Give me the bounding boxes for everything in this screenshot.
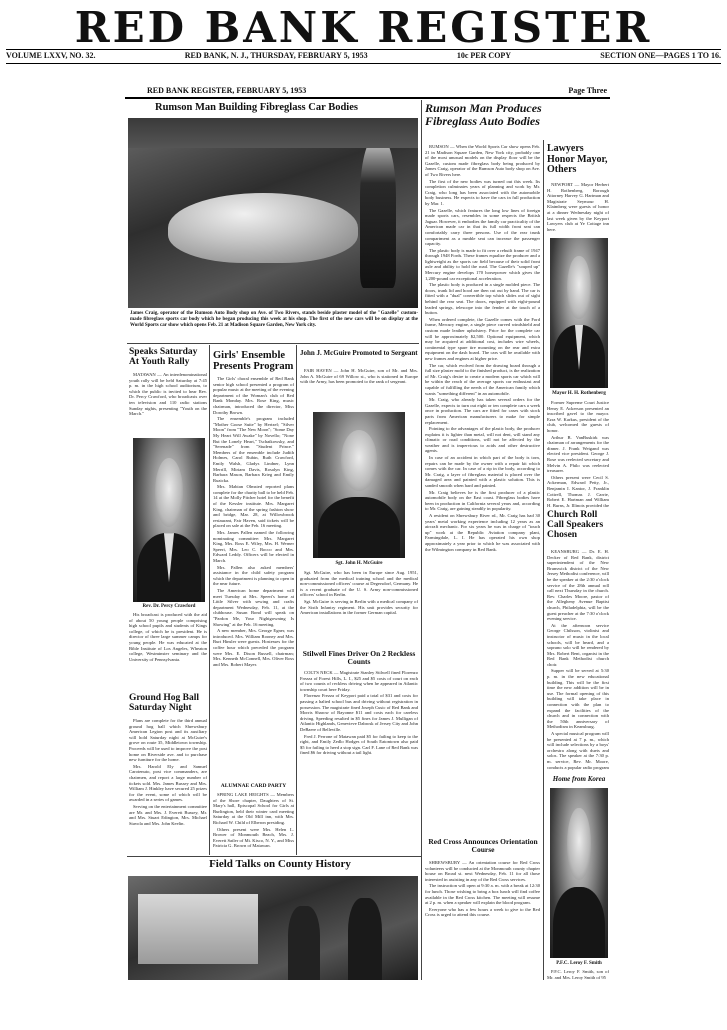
girls-paragraph: Mrs. Pallen also asked members' assistance in the child safety program which the department is planning to open in the near future. bbox=[213, 564, 294, 587]
newspaper-title: RED BANK REGISTER bbox=[74, 3, 653, 52]
redcross-paragraph: The instruction will open at 9:30 a. m. with a break at 12:30 for lunch. Those wishing to bring a box lunch will find coffee available in the Red Cross kitchen. The meeting will resume at 2 p. m. when a speaker will explain the blood program. bbox=[425, 883, 540, 906]
mcguire-paragraph: Sgt. McGuire is serving in Berlin with a medical company of the Sixth Infantry regiment. His unit provides security for American installations in the former German capital. bbox=[300, 598, 418, 616]
standing-man-shape bbox=[360, 138, 396, 288]
portrait-face bbox=[341, 430, 378, 491]
mayor-portrait-photo bbox=[550, 238, 608, 388]
church-article bbox=[547, 549, 609, 771]
produces-paragraph: The plastic body is made to fit over a rebuilt frame of 1947 through 1948 Fords. These frames equalize the producer and a lightweight as the sports car field because of their solid front axle and ability to hold the road. The Gazelle's "souped up" Mercury engine develops 170 horsepower which gives the 1,200-pound car exceptional acceleration. bbox=[425, 247, 540, 281]
produces-paragraph: Pointing to the advantages of the plastic body, the producer explains it is lighter than metal, will not dent, will stand any climatic or road conditions, will not be affected by the weather and is impervious to acids and other destructive agents. bbox=[425, 426, 540, 454]
stilwell-paragraph: COLT'S NECK — Magistrate Stanley Stilwell fined Florenzo Frezza of Forest Hills, L. I., $25 and $5 costs of court on each of two counts of reckless driving when he appeared in Atlantic township court here Friday. bbox=[300, 670, 418, 692]
alumnae-article bbox=[213, 792, 294, 854]
girls-paragraph: Mrs. James Pallen named the following nominating committee: Mrs. Margaret King, Mrs. Ross E. Wiley, Mrs. H. Werner Speeri, Mrs. Leo C. Bocco and Mrs. Edward Leddy. Officers will be elected in March. bbox=[213, 530, 294, 563]
redcross-headline: Red Cross Announces Orientation Course bbox=[428, 837, 538, 854]
redcross-paragraph: Everyone who has a few hours a week to give to the Red Cross is urged to attend this course. bbox=[425, 906, 540, 918]
produces-paragraph: The first of the new bodies was turned out this week. Its completion culminates years of planning and work by Mr. Craig, who long has been associated with the automobile body business. He expects to have the cars in full production by Mar. 1. bbox=[425, 178, 540, 206]
section-info: SECTION ONE—PAGES 1 TO 16. bbox=[600, 51, 721, 60]
church-paragraph: A special musical program will be presented at 7 p. m., which will include selections by a boys' orchestra along with duets and solos. The speaker at the 7:30 p. m. service, Rev. Mr. Moore, conducts a popular radio program bbox=[547, 731, 609, 770]
church-paragraph: At the afternoon service George Chilsson, violinist and instructor of music in the local schools, will be heard, and a soprano solo will be rendered by Mrs. Robert Bent, organist in the Red Bank Methodist church choir. bbox=[547, 622, 609, 667]
field-group-photo bbox=[128, 876, 418, 980]
lawyers-paragraph: Arthur B. VanBuskirk was chairman of arrangements for the dinner. J. Frank Weigand was elected vice president. George J. Rose was reelected secretary and Melvin A. Philo was reelected treasurer. bbox=[547, 434, 609, 474]
person-shape bbox=[288, 906, 320, 980]
produces-paragraph: A resident on Shrewsbury River rd., Mr. Craig has had 30 years' metal working experience including 12 years as an aircraft mechanic. For six years he was in charge of "touch up" work at the Republic Aviation company plant, Farmingdale, L. I. He has operated his own shop approximately a year prior to which he was associated with the Wilmington company in Red Bank. bbox=[425, 513, 540, 552]
mcguire-paragraph: FAIR HAVEN — John H. McGuire, son of Mr. and Mrs. John A. McGuire of 69 Willow st., who is stationed in Europe with the Army, has been promoted to the rank of sergeant. bbox=[300, 368, 418, 385]
korea-headline: Home from Korea bbox=[552, 775, 606, 783]
church-headline: Church Roll Call Speakers Chosen bbox=[547, 510, 604, 540]
produces-article bbox=[425, 144, 540, 834]
groundhog-headline: Ground Hog Ball Saturday Night bbox=[129, 693, 200, 713]
redcross-paragraph: SHREWSBURY — An orientation course for Red Cross volunteers will be conducted at the Monmouth county chapter house on Broad st. next Wednesday, Feb. 11 for all those interested in assisting in any of the Red Cross services. bbox=[425, 860, 540, 882]
girls-paragraph: Mrs. Mabian Olmsted reported plans complete for the charity ball to be held Feb. 14 at the Molly Pitcher hotel for the benefit of the Kessler institute. Mrs. Margaret King, chairman of the spring fashion show and bridge, Mar. 28, at Willowbrook restaurant, Fair Haven, said tickets will be placed on sale at the Feb. 16 meeting. bbox=[213, 484, 294, 529]
girls-paragraph: The ensemble's program included "Mother Goose Suite" by Hertzel; "Silver Moon" from "The New Moon"; "Some Day My Heart Will Awake" by Novello; "None But the Lonely Heart," Tschaikowsky, and "Serenade" from "Student Prince." Members of the ensemble include Judith Holmes, Carol Rubin, Ruth Crawford, Emily Walsh, Gladys Lindner, Lynn Merrill, Miriam Davis, Rosalyn King, Barbara Mason, Barbara Krieg and Emily Ruzicka. bbox=[213, 416, 294, 483]
lawyers-paragraph: NEWPORT — Mayor Herbert H. Rothenberg, Borough Attorney Harvey G. Hartman and Magistrate Seymour H. Klaimberg were guests of honor at a dinner Wednesday night of last week given by the Keyport Lawyers club at Ye Cottage inn here. bbox=[547, 182, 609, 232]
lawyers-article bbox=[547, 182, 609, 234]
produces-paragraph: Mr. Craig believes he is the first producer of a plastic automobile body on the East coast. Fibreglass bodies have been in production in California several years and, according to Mr. Craig, are gaining steadily in popularity. bbox=[425, 489, 540, 512]
mayor-caption: Mayor H. H. Rothenberg bbox=[552, 391, 606, 396]
smith-portrait-photo bbox=[550, 788, 608, 958]
groundhog-paragraph: Serving on the entertainment committee are Mr. and Mrs. J. Everett Bussey, Mr. and Mrs. Stuart Edington, Mrs. Michael Stavola and Mrs. John Keelin. bbox=[129, 803, 207, 826]
volume-number: VOLUME LXXV, NO. 32. bbox=[6, 51, 96, 60]
fibreglass-caption: James Craig, operator of the Rumson Auto Body shop on Ave. of Two Rivers, stands beside plaster model of the "Gazelle" custom-made fibreglass sports car body which he began producing this week at his shop. The first of the new cars will be on display at the World Sports car show which opens Feb. 21 at Madison Square Garden, New York city. bbox=[130, 311, 418, 328]
produces-paragraph: When ordered complete, the Gazelle comes with the Ford frame, Mercury engine, a single piece curved windshield and custom made leather upholstery. Price for the complete car will be approximately $2,500. Optional equipment, which may be acquired at additional cost, includes wire wheels, continental type spare tire mounting on the rear and extra equipment on the dash board. The cars will be available with new frames and engines at higher price. bbox=[425, 316, 540, 361]
lawyers-paragraph: Former Supreme Court Justice Henry E. Ackerson presented an inscribed gavel to the mayor. Ezra W. Karkus, president of the club, welcomed the guests of honor. bbox=[547, 400, 609, 433]
church-paragraph: KEANSBURG — Dr. E. H. Decker of Red Bank, district superintendent of the New Brunswick district of the New Jersey Methodist conference, will be the speaker at the 2:30 o'clock service of the 28th annual roll call next Thursday in the church. Rev. Charles Moore, pastor of the Allegheny Avenue Baptist church, Philadelphia, will be the guest preacher at the 7:30 o'clock evening service. bbox=[547, 549, 609, 622]
alumnae-headline: ALUMNAE CARD PARTY bbox=[220, 783, 287, 789]
field-banner: Field Talks on County History bbox=[209, 858, 351, 870]
church-paragraph: Supper will be served at 5:30 p. m. in the new educational building. This will be the first time the new addition will be in use. The formal opening of this building will take place in connection with the plan to expand the facilities of the church and in connection with the 50th anniversary of Methodism in Keansburg. bbox=[547, 668, 609, 730]
stilwell-paragraph: Florenzo Frezza of Keyport paid a total of $31 and costs for passing a halted school bus and driving without registration in possession. The magistrate fined Joseph Cusic of Red Bank and Morris Sharow of Bayonne $11 and costs each for careless driving. Speeding resulted in $5 fines for James J. Mulligan of Atlantic Highlands, Genevieve Dabrosk of Jersey City and John DeBaere of Belleville. bbox=[300, 693, 418, 732]
speaks-article-continued bbox=[129, 612, 207, 690]
lawyers-headline: Lawyers Honor Mayor, Others bbox=[547, 143, 608, 175]
portrait-uniform bbox=[553, 887, 605, 958]
portrait-face bbox=[155, 458, 184, 527]
column-rule-4 bbox=[543, 140, 544, 980]
stilwell-paragraph: Fred J. Perrone of Matawan paid $5 for failing to keep to the right, and Emily Zedlo Hodges of South Eatontown also paid $5 for failing to heed a stop sign. Carl F. Lane of Red Bank was fined $6 for driving without a tail light. bbox=[300, 733, 418, 756]
alumnae-paragraph: Others present were Mrs. Helen L. Brower of Monmouth Beach, Mrs. J. Everett Sailer of Mt. Kisco, N. Y., and Miss Patricia G. Brown of Matawan. bbox=[213, 826, 294, 849]
produces-paragraph: Mr. Craig, who already has taken several orders for the Gazelle, expects to turn out eight or ten complete cars a week once in production. The cars are fitted for cases with stock parts from American manufacturers to make for simple replacement. bbox=[425, 397, 540, 425]
stilwell-headline: Stilwell Fines Driver On 2 Reckless Counts bbox=[302, 649, 416, 666]
column-rule-3 bbox=[421, 100, 422, 980]
car-body-photo bbox=[128, 118, 418, 308]
stilwell-article bbox=[300, 670, 418, 854]
mcguire-paragraph: Sgt. McGuire, who has been in Europe since Aug. 1951, graduated from the medical training school and the medical non-commissioned officers' course at Degersdorf, Germany. He is a recent graduate of the U. S. Army non-commissioned officers' school in Berlin. bbox=[300, 570, 418, 598]
girls-paragraph: A new member, Mrs. George Egner, was introduced. Mrs. William Rooney and Mrs. Burt Hinsler were guests. Hostesses for the coffee hour which preceded the program were Mrs. E. Dixon Russell, chairman; Mrs. Kenneth McConnell, Mrs. Oliver Ross and Mrs. Robert Mayer. bbox=[213, 628, 294, 667]
mcguire-portrait-photo bbox=[313, 412, 405, 558]
girls-paragraph: The American home department will meet Tuesday at Mrs. Speeri's home at Little Silver with sewing and crafts department Wednesday, Feb. 11, at the clubhouse. Susan Bond will speak on "Pardon Me, Your Nightgowning Is Showing" at the Feb. 16 meeting. bbox=[213, 587, 294, 627]
speaks-paragraph: MATAWAN — An interdenominational youth rally will be held Saturday at 7:45 p. m. in the high school auditorium, to which the public is invited to hear Rev. Dr. Percy Crawford, who broadcasts over ten television and 110 radio stations Sunday nights, presenting "Youth on the March." bbox=[129, 372, 207, 417]
page-header-rule bbox=[125, 97, 610, 99]
crawford-portrait-photo bbox=[133, 438, 205, 602]
lawyers-article-continued bbox=[547, 400, 609, 508]
smith-caption: P.F.C. Leroy F. Smith bbox=[556, 961, 602, 966]
produces-paragraph: RUMSON — When the World Sports Car show opens Feb. 21 in Madison Square Garden, New York city, probably one of the most unusual models on the display floor will be the Gazelle, custom made fibreglass body being produced by James Craig, operator of the Rumson Auto body shop on Ave. of Two Rivers here. bbox=[425, 144, 540, 177]
girls-article bbox=[213, 376, 294, 781]
crawford-caption: Rev. Dr. Percy Crawford bbox=[142, 604, 196, 609]
alumnae-paragraph: SPRING LAKE HEIGHTS — Members of the Shore chapter, Daughters of St. Mary's hall, Episcopal School for Girls at Burlington, held their winter card meeting Saturday at the Old Mill inn, with Mrs. Richard W. Child of Elberon presiding. bbox=[213, 792, 294, 825]
produces-paragraph: The car, which evolved from the drawing board through a full size plaster mold to the finished product, is the realization of Mr. Craig's desire to create a modern sports car which will be within the reach of the average sports car enthusiast and capable of fulfilling the needs of the American family which wants "something different" in an automobile. bbox=[425, 362, 540, 396]
price: 10c PER COPY bbox=[456, 51, 512, 60]
groundhog-paragraph: Mrs. Harold Ely and Samuel Carotenuto, post vice commanders, are chairmen, and report a large number of tickets sold. Mrs. James Bussey and Mrs. William J. Hinkley have secured 25 prizes for the event, some of which will be awarded in a series of games. bbox=[129, 763, 207, 803]
dateline bbox=[6, 51, 721, 63]
column-rule-2 bbox=[296, 345, 297, 855]
portrait-face bbox=[567, 808, 590, 879]
rule-under-caption bbox=[127, 343, 419, 344]
page-header-left: RED BANK REGISTER, FEBRUARY 5, 1953 bbox=[147, 86, 307, 95]
produces-paragraph: In case of an accident in which part of the body is torn, repairs can be made by the owner with a repair kit which comes with the car. In case of a rip in the body, according to Mr. Craig, a layer of fibreglass material is placed over the damaged area and painted with a plastic solution. This is sanded smooth when hard and painted. bbox=[425, 455, 540, 489]
plaster-model-shape bbox=[168, 193, 358, 263]
mcguire-article bbox=[300, 368, 418, 408]
speaks-article bbox=[129, 372, 207, 434]
framed-picture-shape bbox=[138, 894, 258, 964]
masthead-rule-top bbox=[6, 49, 721, 50]
produces-headline: Rumson Man Produces Fibreglass Auto Bodies bbox=[425, 101, 542, 128]
mcguire-article-continued bbox=[300, 570, 418, 646]
lawyers-paragraph: Others present were Cecil S. Ackerman, Edward Petty, Jr., Benjamin I. Kantor, J. Franklin Cottrell, Thomas J. Carrie, Robert E. Hartman and William H. Burns, Jr. Illinois provided the bbox=[547, 474, 609, 508]
girls-paragraph: The Girls' choral ensemble of Red Bank senior high school presented a program of popular music at the meeting of the evening department of the Woman's club of Red Bank Monday. Mrs. Rose King, music chairman, introduced the director, Miss Dorothy Brown. bbox=[213, 376, 294, 415]
groundhog-paragraph: Plans are complete for the third annual ground hog ball which Shrewsbury American Legion post and its auxiliary will hold Saturday night at McGuire's grove on route 35, Middletown township. Proceeds will be used to improve the post home on Riverside ave. and to purchase new furniture for the home. bbox=[129, 718, 207, 763]
redcross-article bbox=[425, 860, 540, 980]
portrait-face bbox=[567, 256, 590, 319]
fibreglass-banner: Rumson Man Building Fibreglass Car Bodies bbox=[155, 102, 358, 113]
speaks-paragraph: His broadcast is produced with the aid of about 50 young people comprising high school pupils and students of Kings college, of which he is president. He is director of three large summer camps for young people. He was educated at the Bible Institute of Los Angeles, Wheaton college, Westminster seminary and the University of Pennsylvania. bbox=[129, 612, 207, 662]
groundhog-article bbox=[129, 718, 207, 854]
korea-paragraph: P.F.C. Leroy F. Smith, son of Mr. and Mrs. Leroy Smith of 95 bbox=[547, 969, 609, 980]
page-number: Page Three bbox=[568, 86, 607, 95]
place-and-date: RED BANK, N. J., THURSDAY, FEBRUARY 5, 1953 bbox=[184, 51, 368, 60]
mcguire-headline: John J. McGuire Promoted to Sergeant bbox=[300, 349, 418, 357]
speaks-headline: Speaks Saturday At Youth Rally bbox=[129, 347, 198, 367]
column-rule-1 bbox=[209, 345, 210, 855]
person-shape bbox=[348, 898, 382, 980]
rule-above-field bbox=[127, 856, 421, 857]
portrait-uniform bbox=[318, 497, 401, 558]
mcguire-caption: Sgt. John H. McGuire bbox=[335, 561, 383, 566]
girls-headline: Girls' Ensemble Presents Program bbox=[213, 350, 294, 373]
shop-ceiling-shape bbox=[128, 118, 418, 148]
produces-paragraph: The Gazelle, which features the long low lines of foreign made sports cars, resembles in some respects the British Jaguar. However, it embodies the family car practicality of the American made car in that its full width front seat can comfortably carry three persons. Use of the rear trunk compartment as a rumble seat can increase the passenger capacity. bbox=[425, 207, 540, 247]
produces-paragraph: The plastic body is produced in a single molded piece. The doors, trunk lid and hood are then cut out by hand. The car is fitted with a "dual" convertible top which slides out of sight behind the rear seat. The doors, equipped with eight-pound leaded springs, telescope into the fender at the touch of a button. bbox=[425, 282, 540, 316]
korea-article bbox=[547, 969, 609, 980]
masthead-rule-bottom bbox=[6, 63, 721, 64]
